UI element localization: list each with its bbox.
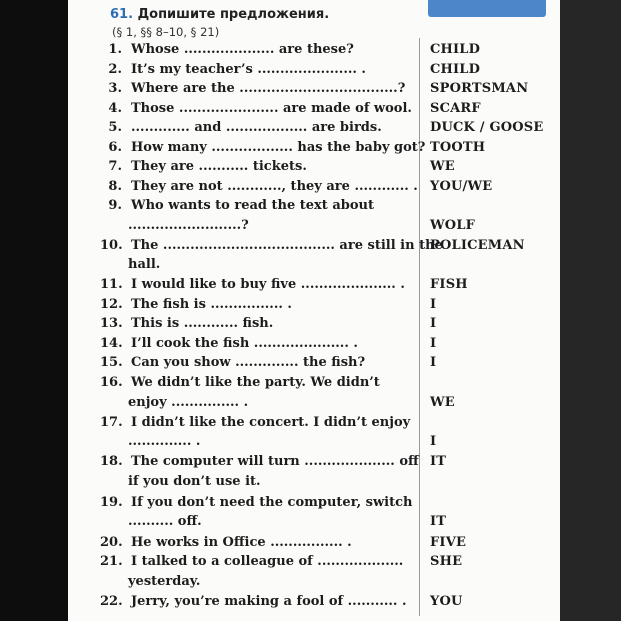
exercise-line [0,513,621,531]
exercise-line [0,61,621,79]
exercise-line [0,553,621,571]
exercise-line [0,394,621,412]
exercise-line [0,534,621,552]
answer-word: SCARF [430,101,481,116]
line-number: 1. [108,42,122,57]
exercise-line [0,158,621,176]
answer-word: SHE [430,554,463,569]
sentence-text: He works in Office ................ . [131,535,352,550]
sentence-text: .............. . [128,434,201,449]
sentence-text: Jerry, you’re making a fool of ........... . [131,594,407,609]
exercise-line [0,573,621,591]
sentence-text: This is ............ fish. [131,316,274,331]
sentence-text: Those ...................... are made of wool. [131,101,412,116]
sentence-text: enjoy ............... . [128,395,249,410]
line-number: 9. [108,198,122,213]
exercise-line [0,41,621,59]
page-header-tab [428,0,546,17]
exercise-line [0,374,621,392]
answer-word: I [430,297,437,312]
line-number: 2. [108,62,122,77]
exercise-title [110,7,329,22]
exercise-instruction: Допишите предложения. [137,7,330,22]
answer-word: FISH [430,277,468,292]
exercise-line [0,335,621,353]
answer-word: IT [430,514,447,529]
answer-word: TOOTH [430,140,486,155]
exercise-line [0,256,621,274]
sentence-text: I talked to a colleague of ................... [131,554,404,569]
answer-word: CHILD [430,62,481,77]
line-number: 12. [100,297,123,312]
answer-word: I [430,336,437,351]
answer-word: WOLF [430,218,476,233]
sentence-text: The computer will turn .................... off [131,454,419,469]
exercise-line [0,593,621,611]
line-number: 13. [100,316,123,331]
line-number: 19. [100,495,123,510]
exercise-line [0,453,621,471]
sentence-text: How many .................. has the baby got? [131,140,426,155]
sentence-text: If you don’t need the computer, switch [131,495,413,510]
sentence-text: .......... off. [128,514,202,529]
answer-word: YOU/WE [430,179,493,194]
sentence-text: The fish is ................ . [131,297,292,312]
line-number: 17. [100,415,123,430]
line-number: 6. [108,140,122,155]
answer-word: SPORTSMAN [430,81,529,96]
sentence-text: ............. and .................. are birds. [131,120,382,135]
line-number: 4. [108,101,122,116]
exercise-line [0,354,621,372]
exercise-line [0,119,621,137]
sentence-text: The ...................................... are still in the [131,238,443,253]
exercise-number: 61. [110,7,134,22]
exercise-line [0,139,621,157]
answer-word: I [430,316,437,331]
answer-word: POLICEMAN [430,238,525,253]
answer-word: WE [430,395,455,410]
sentence-text: I would like to buy five ..................... . [131,277,405,292]
line-number: 14. [100,336,123,351]
exercise-line [0,197,621,215]
line-number: 15. [100,355,123,370]
exercise-line [0,315,621,333]
line-number: 10. [100,238,123,253]
sentence-text: Can you show .............. the fish? [131,355,366,370]
exercise-line [0,296,621,314]
exercise-line [0,217,621,235]
line-number: 3. [108,81,122,96]
exercise-line [0,178,621,196]
answer-word: CHILD [430,42,481,57]
sentence-text: They are ........... tickets. [131,159,307,174]
sentence-text: Who wants to read the text about [131,198,374,213]
exercise-line [0,494,621,512]
exercise-line [0,433,621,451]
exercise-line [0,237,621,255]
answer-word: YOU [430,594,463,609]
exercise-line [0,276,621,294]
answer-word: IT [430,454,447,469]
line-number: 20. [100,535,123,550]
sentence-text: if you don’t use it. [128,474,261,489]
sentence-text: Where are the ...................................? [131,81,406,96]
sentence-text: I didn’t like the concert. I didn’t enjoy [131,415,411,430]
answer-word: I [430,434,437,449]
sentence-text: Whose .................... are these? [131,42,354,57]
exercise-line [0,80,621,98]
line-number: 21. [100,554,123,569]
line-number: 8. [108,179,122,194]
answer-word: WE [430,159,455,174]
line-number: 11. [100,277,123,292]
line-number: 5. [108,120,122,135]
sentence-text: It’s my teacher’s ...................... . [131,62,366,77]
sentence-text: I’ll cook the fish ..................... . [131,336,358,351]
answer-word: DUCK / GOOSE [430,120,544,135]
exercise-reference: (§ 1, §§ 8–10, § 21) [112,25,220,39]
sentence-text: hall. [128,257,161,272]
exercise-line [0,414,621,432]
sentence-text: yesterday. [128,574,201,589]
sentence-text: We didn’t like the party. We didn’t [131,375,380,390]
sentence-text: .........................? [128,218,249,233]
sentence-text: They are not ............, they are ............ . [131,179,418,194]
exercise-line [0,473,621,491]
line-number: 7. [108,159,122,174]
line-number: 18. [100,454,123,469]
answer-word: I [430,355,437,370]
exercise-line [0,100,621,118]
line-number: 22. [100,594,123,609]
answer-word: FIVE [430,535,467,550]
line-number: 16. [100,375,123,390]
